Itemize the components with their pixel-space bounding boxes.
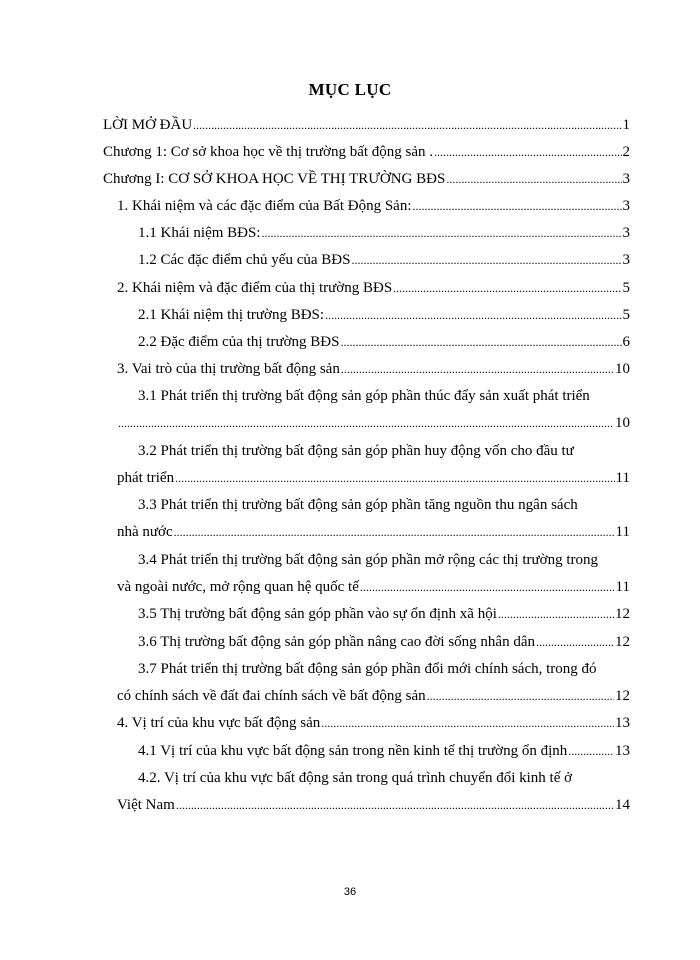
- leader-dots: [360, 576, 615, 598]
- toc-entry[interactable]: [117, 794, 630, 816]
- toc-entry-page: 14: [615, 797, 630, 813]
- toc-entry[interactable]: [117, 576, 630, 598]
- leader-dots: [176, 794, 614, 816]
- toc-entry-page: 3: [622, 252, 630, 268]
- leader-dots: [351, 249, 621, 271]
- leader-dots: [434, 141, 621, 163]
- toc-entry-page: 12: [615, 688, 630, 704]
- toc-entry[interactable]: [103, 168, 630, 190]
- toc-entry-text: 2. Khái niệm và đặc điểm của thị trường BĐS: [117, 280, 393, 296]
- leader-dots: [118, 412, 614, 434]
- toc-entry[interactable]: [117, 467, 630, 489]
- toc-entry-text: 2.1 Khái niệm thị trường BĐS:: [138, 307, 325, 323]
- toc-entry-page: 10: [615, 361, 630, 377]
- leader-dots: [536, 631, 614, 653]
- toc-entry-page: 3: [622, 225, 630, 241]
- leader-dots: [325, 304, 621, 326]
- toc-entry[interactable]: [117, 277, 630, 299]
- toc-entry-first-line[interactable]: 3.4 Phát triển thị trường bất động sản góp phần mở rộng các thị trường trong: [138, 552, 598, 568]
- toc-entry[interactable]: [117, 195, 630, 217]
- toc-entry-page: 6: [622, 334, 630, 350]
- toc-entry-page: 11: [615, 524, 630, 540]
- toc-entry-page: 13: [615, 743, 630, 759]
- toc-entry[interactable]: [138, 304, 630, 326]
- toc-entry-page: 5: [622, 280, 630, 296]
- leader-dots: [568, 740, 614, 762]
- toc-entry[interactable]: [117, 412, 630, 434]
- toc-entry[interactable]: [117, 358, 630, 380]
- toc-entry-text: 1.2 Các đặc điểm chủ yếu của BĐS: [138, 252, 351, 268]
- toc-entry[interactable]: [138, 740, 630, 762]
- leader-dots: [413, 195, 622, 217]
- toc-entry[interactable]: [138, 603, 630, 625]
- toc-entry-text: 1.1 Khái niệm BĐS:: [138, 225, 261, 241]
- leader-dots: [340, 331, 621, 353]
- toc-entry-page: 12: [615, 606, 630, 622]
- toc-entry-text: LỜI MỞ ĐẦU: [103, 117, 193, 133]
- page-number: 36: [343, 886, 357, 898]
- leader-dots: [321, 712, 614, 734]
- toc-entry-page: 11: [615, 470, 630, 486]
- leader-dots: [427, 685, 614, 707]
- toc-entry-page: 10: [615, 415, 630, 431]
- leader-dots: [193, 114, 621, 136]
- toc-entry-first-line[interactable]: 3.3 Phát triển thị trường bất động sản góp phần tăng nguồn thu ngân sách: [138, 497, 578, 513]
- leader-dots: [174, 521, 615, 543]
- leader-dots: [175, 467, 614, 489]
- toc-entry[interactable]: [103, 141, 630, 163]
- toc-entry-text: 3. Vai trò của thị trường bất động sản: [117, 361, 340, 377]
- toc-entry-page: 1: [622, 117, 630, 133]
- leader-dots: [446, 168, 621, 190]
- toc-entry-page: 3: [622, 198, 630, 214]
- toc-entry-text: 2.2 Đặc điểm của thị trường BĐS: [138, 334, 340, 350]
- toc-entry-first-line[interactable]: 4.2. Vị trí của khu vực bất động sản trong quá trình chuyển đổi kinh tế ở: [138, 770, 573, 786]
- leader-dots: [341, 358, 614, 380]
- toc-entry-first-line[interactable]: 3.1 Phát triển thị trường bất động sản góp phần thúc đẩy sản xuất phát triển: [138, 388, 590, 404]
- toc-entry-first-line[interactable]: 3.7 Phát triển thị trường bất động sản góp phần đổi mới chính sách, trong đó: [138, 661, 597, 677]
- toc-title: MỤC LỤC: [308, 80, 392, 99]
- leader-dots: [498, 603, 614, 625]
- toc-entry[interactable]: [138, 631, 630, 653]
- toc-entry[interactable]: [117, 685, 630, 707]
- toc-entry-text: Chương I: CƠ SỞ KHOA HỌC VỀ THỊ TRƯỜNG BĐS: [103, 171, 446, 187]
- toc-entry-text: 3.6 Thị trường bất động sản góp phần nâng cao đời sống nhân dân: [138, 634, 535, 650]
- toc-entry[interactable]: [117, 712, 630, 734]
- toc-entry-page: 11: [615, 579, 630, 595]
- toc-entry-text: nhà nước: [117, 524, 173, 540]
- leader-dots: [393, 277, 621, 299]
- toc-entry-page: 12: [615, 634, 630, 650]
- toc-entry[interactable]: [138, 331, 630, 353]
- toc-entry-text: Chương 1: Cơ sở khoa học về thị trường bất động sản .: [103, 144, 434, 160]
- toc-entry-text: và ngoài nước, mở rộng quan hệ quốc tế: [117, 579, 359, 595]
- toc-entry-first-line[interactable]: 3.2 Phát triển thị trường bất động sản góp phần huy động vốn cho đầu tư: [138, 443, 574, 459]
- toc-entry[interactable]: [117, 521, 630, 543]
- toc-entry[interactable]: [138, 222, 630, 244]
- toc-entry-page: 3: [622, 171, 630, 187]
- toc-entry-page: 13: [615, 715, 630, 731]
- toc-entry-text: Việt Nam: [117, 797, 175, 813]
- leader-dots: [262, 222, 622, 244]
- toc-entry-text: phát triển: [117, 470, 175, 486]
- toc-entry-page: 2: [622, 144, 630, 160]
- toc-entry[interactable]: [138, 249, 630, 271]
- toc-entry-text: 4. Vị trí của khu vực bất động sản: [117, 715, 321, 731]
- toc-entry-text: 1. Khái niệm và các đặc điểm của Bất Động Sản:: [117, 198, 412, 214]
- toc-entry[interactable]: [103, 114, 630, 136]
- toc-entry-page: 5: [622, 307, 630, 323]
- toc-entry-text: 4.1 Vị trí của khu vực bất động sản trong nền kinh tế thị trường ổn định: [138, 743, 568, 759]
- toc-entry-text: có chính sách về đất đai chính sách về bất động sản: [117, 688, 426, 704]
- toc-entry-text: 3.5 Thị trường bất động sản góp phần vào sự ổn định xã hội: [138, 606, 497, 622]
